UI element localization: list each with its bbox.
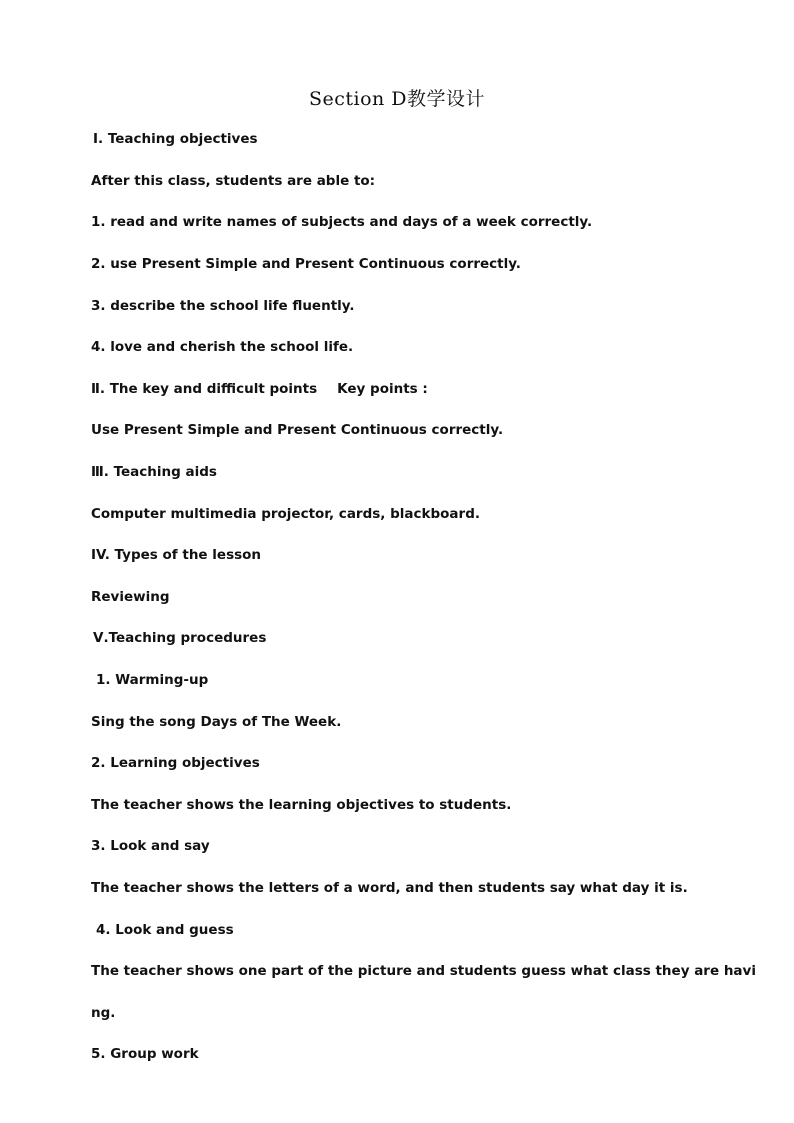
step-group-work: 5. Group work — [91, 1046, 199, 1062]
intro-line: After this class, students are able to: — [91, 173, 376, 189]
step-warming-up-text: Sing the song Days of The Week. — [91, 714, 342, 730]
objective-4: 4. love and cherish the school life. — [91, 339, 354, 355]
key-point-text: Use Present Simple and Present Continuous correctly. — [91, 422, 504, 438]
step-learning-objectives-text: The teacher shows the learning objectives to students. — [91, 797, 512, 813]
step-warming-up: 1. Warming-up — [96, 672, 209, 688]
heading-teaching-aids: Ⅲ. Teaching aids — [91, 464, 217, 480]
step-look-and-say-text: The teacher shows the letters of a word, and then students say what day it is. — [91, 880, 688, 896]
teaching-aids-text: Computer multimedia projector, cards, blackboard. — [91, 506, 480, 522]
heading-teaching-procedures: Ⅴ.Teaching procedures — [93, 630, 267, 646]
step-look-and-guess-text: The teacher shows one part of the picture and students guess what class they are havi — [91, 963, 756, 979]
objective-3: 3. describe the school life fluently. — [91, 298, 355, 314]
step-look-and-say: 3. Look and say — [91, 838, 210, 854]
heading-key-difficult-points: Ⅱ. The key and difficult points — [91, 381, 318, 397]
key-points-label: Key points : — [337, 381, 428, 397]
step-look-and-guess-text-continued: ng. — [91, 1005, 116, 1021]
objective-1: 1. read and write names of subjects and days of a week correctly. — [91, 214, 593, 230]
heading-teaching-objectives: Ⅰ. Teaching objectives — [93, 131, 258, 147]
heading-lesson-types: IV. Types of the lesson — [91, 547, 262, 563]
objective-2: 2. use Present Simple and Present Continuous correctly. — [91, 256, 521, 272]
step-look-and-guess: 4. Look and guess — [96, 922, 234, 938]
step-learning-objectives: 2. Learning objectives — [91, 755, 260, 771]
heading-key-points-row — [91, 380, 428, 398]
lesson-type-text: Reviewing — [91, 589, 170, 605]
document-title: Section D教学设计 — [308, 88, 486, 110]
